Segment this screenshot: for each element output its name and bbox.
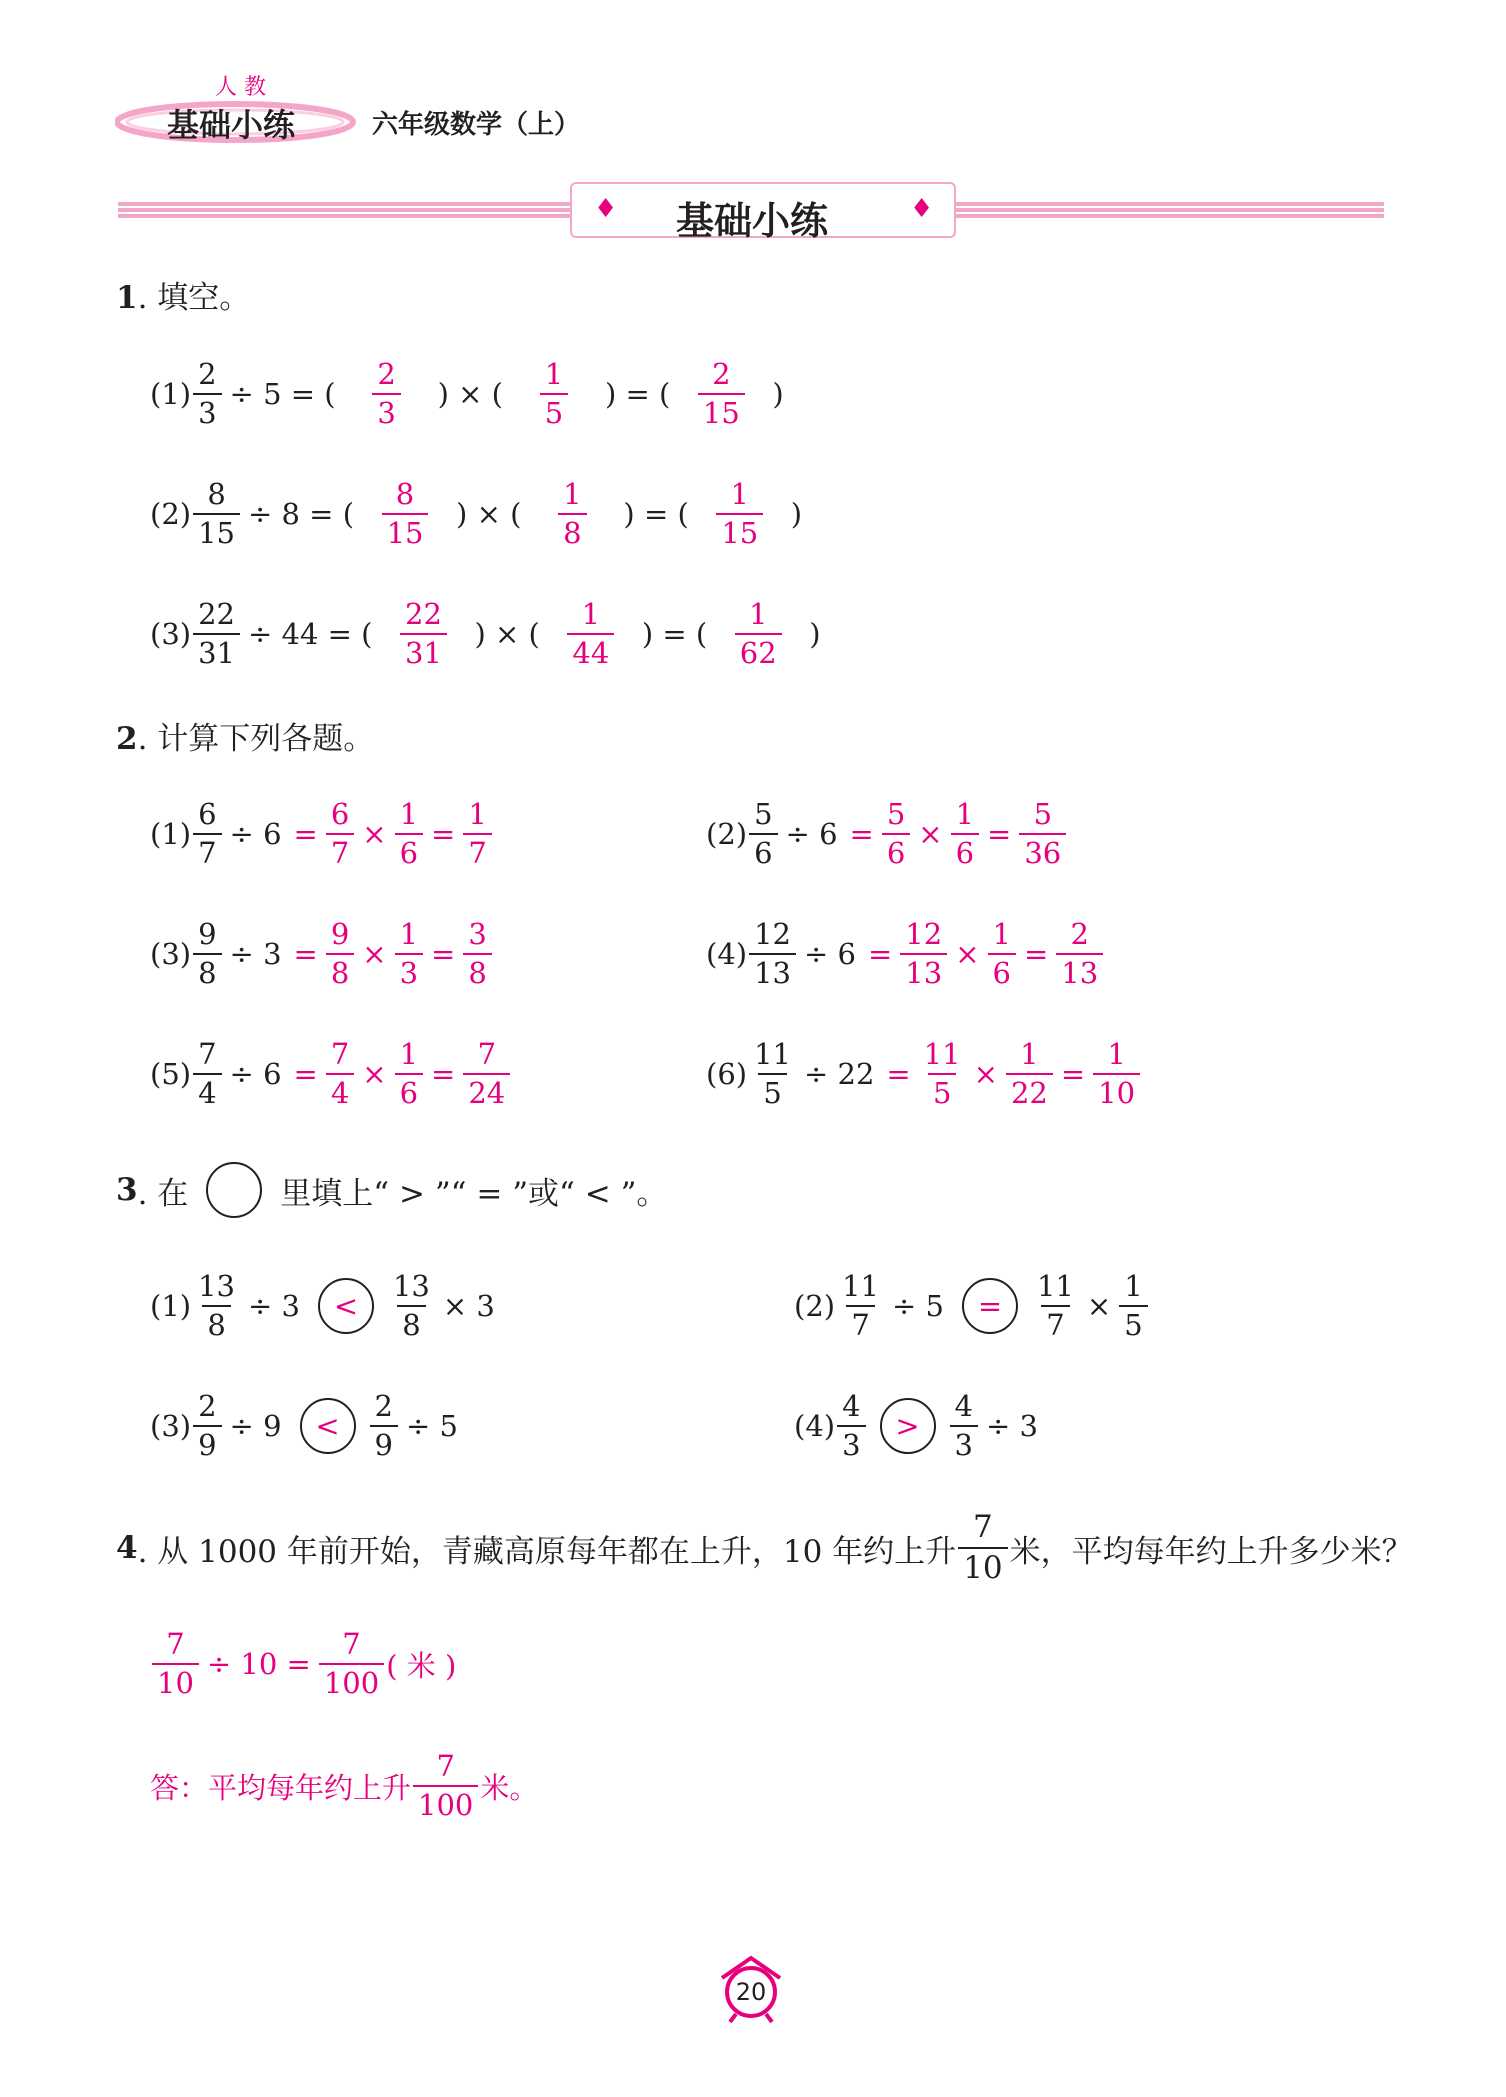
q2-step-fraction-2	[395, 797, 423, 870]
diamond-left-icon: ♦	[594, 194, 618, 224]
q4-heading	[116, 1509, 1413, 1586]
q3-left-fraction-den: 8	[202, 1305, 230, 1340]
q2-equals: =	[431, 937, 456, 971]
q3-right-fraction-den: 7	[1041, 1305, 1069, 1340]
q3-right-fraction-num: 2	[374, 1389, 393, 1423]
q4-calc-f2-num: 7	[342, 1627, 361, 1661]
item-label: (3)	[150, 1409, 192, 1443]
q1-answer-1-num: 8	[395, 477, 415, 511]
item-label: (6)	[706, 1057, 748, 1091]
q3-left-operator: ÷ 9	[229, 1409, 282, 1443]
q3-right-operator: × 3	[442, 1289, 495, 1323]
q2-given-fraction-num: 12	[754, 917, 791, 951]
q2-heading	[116, 713, 374, 758]
q3-right-fraction-den: 8	[397, 1305, 425, 1340]
q2-step-fraction-2-num: 1	[1020, 1037, 1039, 1071]
q3-right-fraction	[388, 1269, 435, 1342]
q2-step-fraction-2-den: 6	[951, 833, 979, 868]
item-label: (2)	[794, 1289, 836, 1323]
q2-result-fraction-num: 7	[477, 1037, 497, 1071]
q4-answer	[150, 1749, 539, 1822]
q3-right-fraction-den: 9	[370, 1425, 398, 1460]
diamond-right-icon: ♦	[910, 194, 934, 224]
q2-step-fraction-2	[951, 797, 979, 870]
q2-step-fraction-1	[919, 1037, 966, 1110]
page-number-badge	[716, 1952, 786, 2024]
q4-answer-frac	[413, 1749, 478, 1822]
q3-answer-symbol: =	[977, 1289, 1003, 1323]
q2-given-fraction-num: 7	[198, 1037, 217, 1071]
q3-answer-circle	[300, 1398, 356, 1454]
q1-answer-2-den: 8	[558, 513, 586, 548]
item-label: (2)	[706, 817, 748, 851]
q1-number: 1	[116, 280, 138, 316]
q2-times: ×	[955, 937, 980, 971]
q2-step-fraction-2-den: 22	[1006, 1073, 1053, 1108]
q2-step-fraction-2	[1006, 1037, 1053, 1110]
q4-answer-post: 米。	[480, 1770, 539, 1805]
q3-right-fraction	[950, 1389, 978, 1462]
q3-right-fraction	[1032, 1269, 1079, 1342]
q2-step-fraction-1-num: 6	[330, 797, 350, 831]
brand-top-text: 人 教	[215, 75, 266, 100]
q2-given-fraction-num: 11	[754, 1037, 791, 1071]
q1-operator: ÷ 8 = (	[248, 497, 355, 531]
q3-answer-symbol: >	[895, 1409, 920, 1443]
section-band-left	[118, 202, 570, 218]
q2-equals: =	[293, 1057, 318, 1091]
header-subject: 六年级数学（上）	[372, 110, 581, 140]
q3-answer-circle	[880, 1398, 936, 1454]
q2-step-fraction-1	[326, 1037, 354, 1110]
q2-given-fraction	[749, 797, 777, 870]
q2-result-fraction	[1056, 917, 1103, 990]
q2-step-fraction-2	[395, 1037, 423, 1110]
q2-step-fraction-1-den: 4	[326, 1073, 354, 1108]
q4-text-pre: . 从 1000 年前开始，青藏高原每年都在上升，10 年约上升	[137, 1533, 957, 1570]
q2-result-fraction	[1019, 797, 1066, 870]
q4-calc-unit: ( 米 )	[386, 1648, 457, 1683]
item-label: (4)	[794, 1409, 836, 1443]
q2-step-fraction-1-num: 5	[886, 797, 906, 831]
q2-result-fraction-den: 10	[1093, 1073, 1140, 1108]
q3-left-fraction-den: 3	[837, 1425, 865, 1460]
q2-step-fraction-2-num: 1	[955, 797, 975, 831]
q3-answer-circle	[962, 1278, 1018, 1334]
q3-right-fraction-2-num: 1	[1124, 1269, 1143, 1303]
q1-answer-2-num: 1	[581, 597, 601, 631]
q2-equals: =	[867, 937, 893, 971]
q2-given-fraction	[193, 1037, 221, 1110]
q3-right-operator: ÷ 3	[986, 1409, 1038, 1443]
q4-calc-f1-den: 10	[152, 1663, 199, 1698]
q1-answer-1	[400, 597, 447, 670]
q1-answer-3-num: 1	[748, 597, 768, 631]
q1-answer-2-num: 1	[563, 477, 582, 511]
q1-answer-3-num: 1	[730, 477, 749, 511]
q2-equals: =	[1023, 937, 1049, 971]
q2-step-fraction-2	[395, 917, 423, 990]
q1-answer-2	[558, 477, 586, 550]
q2-given-fraction-num: 9	[198, 917, 217, 951]
q3-right-fraction	[370, 1389, 398, 1462]
q2-result-fraction-den: 24	[463, 1073, 510, 1108]
q2-given-fraction	[749, 1037, 796, 1110]
q3-left-fraction-num: 13	[198, 1269, 235, 1303]
q1-answer-1-num: 22	[405, 597, 442, 631]
q2-given-fraction	[193, 917, 221, 990]
page-number: 20	[735, 1978, 767, 2006]
q2-step-fraction-1-den: 6	[882, 833, 910, 868]
q2-result-fraction	[1093, 1037, 1140, 1110]
item-label: (1)	[150, 817, 192, 851]
q4-answer-pre: 答：平均每年约上升	[150, 1770, 412, 1805]
q3-left-fraction-num: 4	[842, 1389, 861, 1423]
section-title: 基础小练	[676, 199, 829, 243]
item-label: (3)	[150, 937, 192, 971]
q1-given-fraction-den: 15	[193, 513, 240, 548]
q1-operator: ) = (	[604, 377, 671, 411]
q2-result-fraction-num: 3	[468, 917, 487, 951]
q3-right-fraction-num: 4	[954, 1389, 973, 1423]
q2-operator: ÷ 3	[229, 937, 282, 971]
brand-text: 基础小练	[167, 106, 296, 144]
q4-answer-num: 7	[436, 1749, 455, 1783]
q2-step-fraction-1-den: 5	[928, 1073, 956, 1108]
q1-given-fraction-den: 31	[193, 633, 240, 668]
q2-item	[150, 797, 494, 870]
q3-left-operator: ÷ 3	[248, 1289, 300, 1323]
q2-equals: =	[987, 817, 1012, 851]
q2-times: ×	[362, 1057, 387, 1091]
q2-item	[706, 1037, 1142, 1110]
q1-answer-1-den: 3	[372, 393, 400, 428]
q2-times: ×	[918, 817, 943, 851]
q2-step-fraction-1-den: 8	[326, 953, 354, 988]
q2-result-fraction	[463, 797, 491, 870]
q2-equals: =	[293, 937, 318, 971]
q2-given-fraction-den: 5	[758, 1073, 786, 1108]
q2-result-fraction-num: 5	[1033, 797, 1053, 831]
q2-given-fraction-num: 5	[754, 797, 773, 831]
q2-step-fraction-2-den: 6	[395, 833, 423, 868]
q2-step-fraction-1-num: 7	[330, 1037, 350, 1071]
q3-left-fraction	[837, 1269, 884, 1342]
q4-frac-den: 10	[958, 1547, 1007, 1584]
q3-right-fraction-num: 11	[1036, 1269, 1074, 1303]
q1-close-paren: )	[772, 377, 784, 411]
q2-given-fraction-den: 4	[193, 1073, 221, 1108]
q2-result-fraction-den: 8	[463, 953, 491, 988]
item-label: (1)	[150, 1289, 192, 1323]
q1-answer-2-den: 44	[567, 633, 614, 668]
q1-answer-3	[735, 597, 782, 670]
section-band-right	[956, 202, 1384, 218]
q2-equals: =	[431, 817, 456, 851]
q2-result-fraction	[463, 1037, 510, 1110]
q1-given-fraction-num: 8	[207, 477, 226, 511]
q2-given-fraction-num: 6	[198, 797, 217, 831]
q2-step-fraction-2-num: 1	[399, 797, 419, 831]
q4-number: 4	[116, 1530, 138, 1566]
q2-operator: ÷ 6	[229, 1057, 282, 1091]
q2-item	[150, 1037, 512, 1110]
q1-answer-2	[567, 597, 614, 670]
q2-step-fraction-2-den: 6	[988, 953, 1016, 988]
q1-answer-1-den: 31	[400, 633, 447, 668]
q3-right-fraction-2	[1119, 1269, 1147, 1342]
q4-calc-f2-den: 100	[319, 1663, 384, 1698]
q2-result-fraction-num: 1	[468, 797, 487, 831]
q3-item	[794, 1389, 1044, 1462]
q3-right-fraction-num: 13	[392, 1269, 430, 1303]
q3-left-fraction	[193, 1269, 240, 1342]
q3-answer-symbol: <	[315, 1409, 340, 1443]
q2-item	[706, 797, 1068, 870]
q1-answer-3-num: 2	[712, 357, 731, 391]
section-title-box	[570, 182, 956, 243]
blank-circle-icon	[206, 1162, 262, 1218]
q2-title: . 计算下列各题。	[137, 721, 375, 757]
q1-operator: ) × (	[474, 617, 540, 651]
q2-equals: =	[293, 817, 318, 851]
q2-operator: ÷ 22	[804, 1057, 875, 1091]
q1-item	[150, 477, 808, 550]
item-label: (1)	[150, 377, 192, 411]
q1-heading	[116, 272, 250, 317]
q3-left-fraction-den: 7	[846, 1305, 874, 1340]
q1-answer-1	[382, 477, 429, 550]
q2-step-fraction-2-num: 1	[992, 917, 1011, 951]
q1-operator: ) × (	[437, 377, 503, 411]
item-label: (2)	[150, 497, 192, 531]
q4-frac-num: 7	[973, 1509, 993, 1545]
q1-given-fraction-num: 2	[198, 357, 217, 391]
q1-answer-3-den: 15	[716, 513, 763, 548]
q3-heading	[116, 1162, 667, 1218]
q2-step-fraction-1-num: 9	[330, 917, 350, 951]
q2-operator: ÷ 6	[785, 817, 838, 851]
q4-calc-op: ÷ 10 =	[206, 1647, 311, 1681]
q4-calc-frac1	[152, 1627, 199, 1700]
q2-step-fraction-2-den: 6	[395, 1073, 423, 1108]
q4-calc-frac2	[319, 1627, 384, 1700]
q2-result-fraction	[463, 917, 491, 990]
q2-times: ×	[973, 1057, 998, 1091]
q3-left-fraction	[193, 1389, 221, 1462]
q2-result-fraction-den: 36	[1019, 833, 1066, 868]
q3-number: 3	[116, 1172, 138, 1208]
q3-answer-circle	[318, 1278, 374, 1334]
q3-left-fraction-den: 9	[193, 1425, 221, 1460]
q1-answer-3	[716, 477, 763, 550]
q1-operator: ) × (	[456, 497, 522, 531]
q2-times: ×	[362, 817, 387, 851]
q2-step-fraction-2	[988, 917, 1016, 990]
q1-close-paren: )	[790, 497, 803, 531]
q2-item	[150, 917, 494, 990]
q2-equals: =	[849, 817, 874, 851]
item-label: (4)	[706, 937, 748, 971]
q2-step-fraction-1	[900, 917, 947, 990]
q3-right-operator: ÷ 5	[405, 1409, 458, 1443]
q2-step-fraction-1	[326, 917, 354, 990]
q1-close-paren: )	[809, 617, 821, 651]
q2-equals: =	[1060, 1057, 1086, 1091]
q3-left-fraction-num: 11	[842, 1269, 879, 1303]
q3-right-fraction-den: 3	[950, 1425, 978, 1460]
q3-item	[150, 1389, 464, 1462]
q1-answer-2-den: 5	[540, 393, 568, 428]
q2-operator: ÷ 6	[229, 817, 282, 851]
q4-calculation	[150, 1627, 457, 1700]
q2-operator: ÷ 6	[804, 937, 856, 971]
q1-operator: ÷ 44 = (	[248, 617, 373, 651]
q2-result-fraction-den: 7	[463, 833, 491, 868]
q1-given-fraction	[193, 597, 240, 670]
q1-answer-1	[372, 357, 400, 430]
q1-answer-3-den: 62	[735, 633, 782, 668]
q3-left-fraction-num: 2	[198, 1389, 217, 1423]
q2-equals: =	[886, 1057, 911, 1091]
q3-right-fraction-2-den: 5	[1119, 1305, 1147, 1340]
q4-answer-den: 100	[413, 1785, 478, 1820]
q1-answer-1-den: 15	[382, 513, 429, 548]
q1-given-fraction-num: 22	[198, 597, 235, 631]
item-label: (5)	[150, 1057, 192, 1091]
q3-title-post: 里填上“ > ”“ = ”或“ < ”。	[280, 1175, 668, 1212]
q1-answer-2-num: 1	[544, 357, 564, 391]
q3-left-fraction	[837, 1389, 865, 1462]
q1-given-fraction-den: 3	[193, 393, 221, 428]
q2-step-fraction-1-num: 11	[923, 1037, 961, 1071]
q2-times: ×	[362, 937, 387, 971]
q2-step-fraction-1-den: 7	[326, 833, 354, 868]
q1-answer-1-num: 2	[377, 357, 396, 391]
q3-item	[794, 1269, 1150, 1342]
q2-result-fraction-num: 2	[1070, 917, 1089, 951]
q2-given-fraction-den: 13	[749, 953, 796, 988]
q3-title-pre: . 在	[137, 1175, 189, 1212]
q2-result-fraction-den: 13	[1056, 953, 1103, 988]
q3-right-operator: ×	[1086, 1289, 1112, 1323]
q3-answer-symbol: <	[333, 1289, 359, 1323]
q2-number: 2	[116, 721, 138, 757]
q2-given-fraction-den: 8	[193, 953, 221, 988]
q2-result-fraction-num: 1	[1107, 1037, 1126, 1071]
q2-step-fraction-2-num: 1	[399, 1037, 419, 1071]
q2-given-fraction	[749, 917, 796, 990]
q1-given-fraction	[193, 357, 221, 430]
q2-step-fraction-1-den: 13	[900, 953, 947, 988]
q1-operator: ÷ 5 = (	[229, 377, 336, 411]
q4-fraction	[958, 1509, 1007, 1586]
q2-step-fraction-1	[326, 797, 354, 870]
q1-item	[150, 357, 790, 430]
q1-answer-3-den: 15	[698, 393, 745, 428]
q3-item	[150, 1269, 501, 1342]
q2-step-fraction-1-num: 12	[905, 917, 943, 951]
q1-item	[150, 597, 827, 670]
header-brand-logo	[115, 70, 365, 150]
q1-operator: ) = (	[623, 497, 689, 531]
q2-step-fraction-1	[882, 797, 910, 870]
q2-item	[706, 917, 1105, 990]
q2-step-fraction-2-num: 1	[399, 917, 419, 951]
q1-given-fraction	[193, 477, 240, 550]
q2-given-fraction-den: 6	[749, 833, 777, 868]
q4-calc-f1-num: 7	[166, 1627, 185, 1661]
q1-operator: ) = (	[641, 617, 708, 651]
q3-left-operator: ÷ 5	[892, 1289, 944, 1323]
q2-step-fraction-2-den: 3	[395, 953, 423, 988]
q1-answer-2	[540, 357, 568, 430]
q1-answer-3	[698, 357, 745, 430]
item-label: (3)	[150, 617, 192, 651]
q2-equals: =	[431, 1057, 456, 1091]
q1-title: . 填空。	[137, 280, 251, 316]
q2-given-fraction	[193, 797, 221, 870]
q2-given-fraction-den: 7	[193, 833, 221, 868]
q4-text-post: 米，平均每年约上升多少米？	[1009, 1533, 1413, 1570]
